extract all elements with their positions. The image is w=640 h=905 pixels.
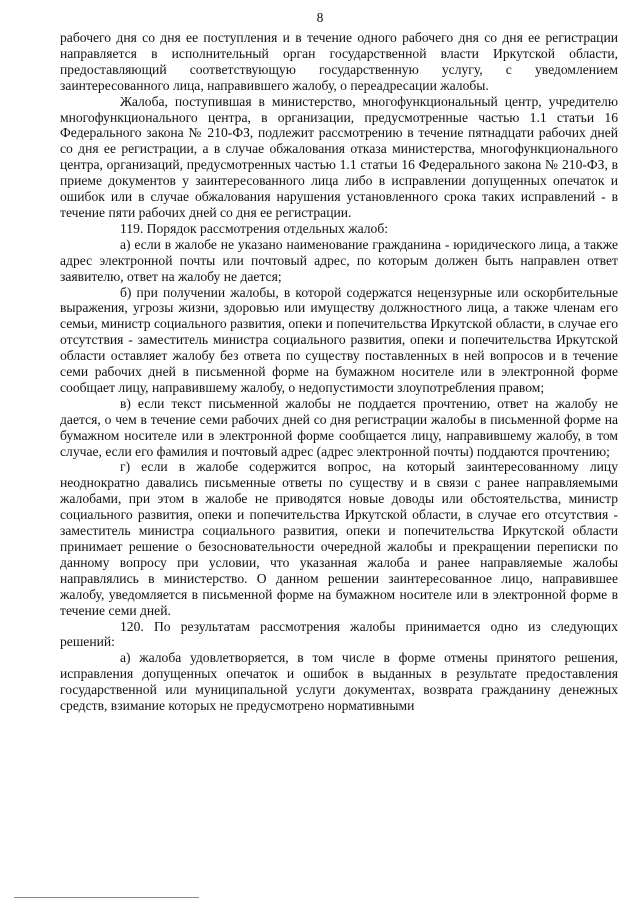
list-item-v: в) если текст письменной жалобы не поддается прочтению, ответ на жалобу не дается, о чем в течение семи рабочих дней со дня регистрации жалобы в письменной форме на бумажном носителе или в электронной форме сообщается лицу, направившему жалобу, в том случае, если его фамилия и почтовый адрес (адрес электронной почты) поддаются прочтению;	[60, 395, 618, 459]
list-item-a: а) если в жалобе не указано наименование гражданина - юридического лица, а также адрес электронной почты или почтовый адрес, по которым должен быть направлен ответ заявителю, ответ на жалобу не дается;	[60, 236, 618, 284]
document-body	[60, 30, 618, 714]
section-heading-120: 120. По результатам рассмотрения жалобы принимается одно из следующих решений:	[60, 618, 618, 650]
list-item-b: б) при получении жалобы, в которой содержатся нецензурные или оскорбительные выражения, угрозы жизни, здоровью или имуществу должностного лица, а также членам его семьи, министр социального развития, опеки и попечительства Иркутской области, в случае его отсутствия - заместитель министра социального развития, опеки и попечительства Иркутской области оставляет жалобу без ответа по существу поставленных в ней вопросов и в течение семи рабочих дней в письменной форме на бумажном носителе или в электронной форме сообщает лицу, направившему жалобу, о недопустимости злоупотребления правом;	[60, 284, 618, 395]
list-item-a-120: а) жалоба удовлетворяется, в том числе в форме отмены принятого решения, исправления допущенных опечаток и ошибок в выданных в результате предоставления государственной или муниципальной услуги документах, возврата гражданину денежных средств, взимание которых не предусмотрено нормативными	[60, 650, 618, 714]
page-number: 8	[316, 10, 324, 25]
paragraph: рабочего дня со дня ее поступления и в течение одного рабочего дня со дня ее регистрации направляется в исполнительный орган государственной власти Иркутской области, предоставляющий соответствующую государственную услугу, с уведомлением заинтересованного лица, направившего жалобу, о переадресации жалобы.	[60, 30, 618, 93]
list-item-g: г) если в жалобе содержится вопрос, на который заинтересованному лицу неоднократно давались письменные ответы по существу и в связи с ранее направляемыми жалобами, при этом в жалобе не приводятся новые доводы или обстоятельства, министр социального развития, опеки и попечительства Иркутской области, в случае его отсутствия - заместитель министра социального развития, опеки и попечительства Иркутской области принимает решение о безосновательности очередной жалобы и прекращении переписки по данному вопросу при условии, что указанная жалоба и ранее направляемые жалобы направлялись в министерство. О данном решении заинтересованное лицо, направившее жалобу, уведомляется в письменной форме на бумажном носителе или в электронной форме в течение семи дней.	[60, 459, 618, 618]
paragraph: Жалоба, поступившая в министерство, многофункциональный центр, учредителю многофункционального центра, в организации, предусмотренные частью 1.1 статьи 16 Федерального закона № 210-ФЗ, подлежит рассмотрению в течение пятнадцати рабочих дней со дня ее регистрации, а в случае обжалования отказа министерства, многофункционального центра, организаций, предусмотренных частью 1.1 статьи 16 Федерального закона № 210-ФЗ, в приеме документов у заинтересованного лица либо в исправлении допущенных опечаток и ошибок или в случае обжалования нарушения установленного срока таких исправлений - в течение пяти рабочих дней со дня ее регистрации.	[60, 93, 618, 220]
footer-divider	[14, 897, 199, 898]
section-heading-119: 119. Порядок рассмотрения отдельных жалоб:	[120, 220, 389, 236]
